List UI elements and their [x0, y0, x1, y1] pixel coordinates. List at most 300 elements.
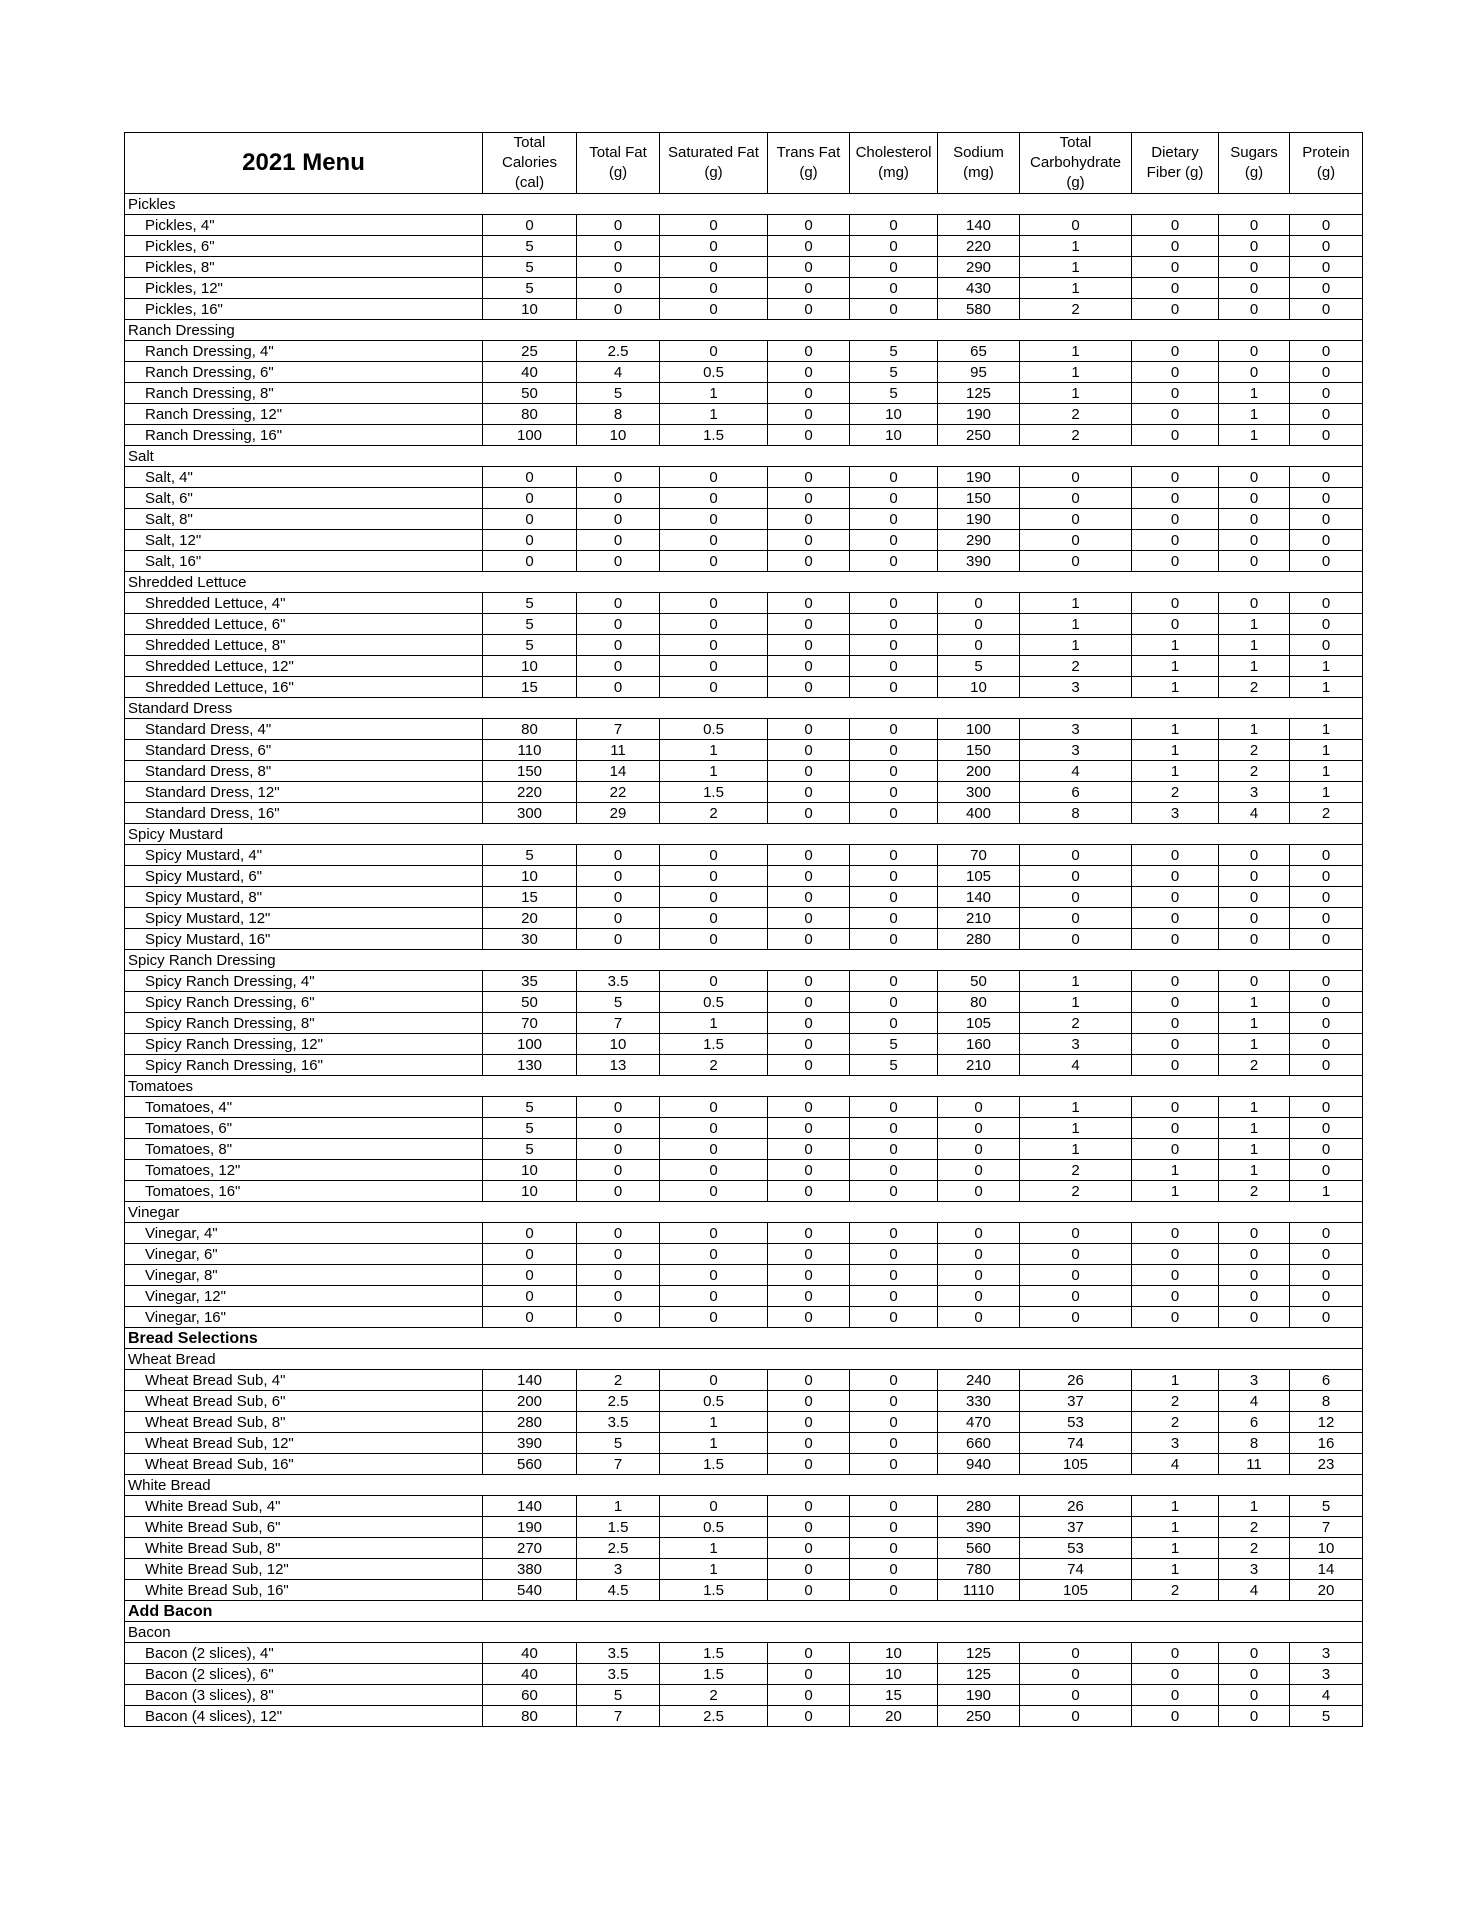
- nutrient-value: 470: [938, 1412, 1020, 1433]
- nutrient-value: 0: [660, 1118, 768, 1139]
- nutrient-value: 0: [1290, 929, 1363, 950]
- nutrient-value: 0: [1290, 971, 1363, 992]
- nutrient-value: 0: [938, 635, 1020, 656]
- nutrient-value: 2: [1219, 740, 1290, 761]
- nutrient-value: 0: [1290, 341, 1363, 362]
- nutrient-value: 0: [768, 992, 850, 1013]
- item-name: Spicy Mustard, 16": [125, 929, 483, 950]
- item-name: Vinegar, 8": [125, 1265, 483, 1286]
- item-name: White Bread Sub, 8": [125, 1538, 483, 1559]
- nutrient-value: 5: [483, 845, 577, 866]
- item-name: Shredded Lettuce, 6": [125, 614, 483, 635]
- nutrient-value: 0: [1290, 257, 1363, 278]
- nutrient-value: 2: [1132, 1412, 1219, 1433]
- nutrient-value: 390: [938, 551, 1020, 572]
- nutrient-value: 0: [850, 593, 938, 614]
- nutrient-value: 2.5: [577, 1538, 660, 1559]
- nutrient-value: 12: [1290, 1412, 1363, 1433]
- item-name: Standard Dress, 16": [125, 803, 483, 824]
- nutrient-value: 150: [938, 740, 1020, 761]
- nutrient-value: 0: [1290, 488, 1363, 509]
- nutrient-value: 0: [1132, 1013, 1219, 1034]
- table-row: [125, 593, 1363, 614]
- nutrient-value: 0: [1132, 992, 1219, 1013]
- nutrient-value: 1: [1219, 1139, 1290, 1160]
- nutrient-value: 1: [1219, 656, 1290, 677]
- item-name: Spicy Ranch Dressing, 8": [125, 1013, 483, 1034]
- nutrient-value: 200: [938, 761, 1020, 782]
- nutrient-value: 0: [1290, 1160, 1363, 1181]
- nutrient-value: 660: [938, 1433, 1020, 1454]
- nutrient-value: 780: [938, 1559, 1020, 1580]
- nutrient-value: 140: [938, 215, 1020, 236]
- group-header-row: [125, 572, 1363, 593]
- nutrient-value: 140: [483, 1496, 577, 1517]
- nutrient-value: 0: [660, 1265, 768, 1286]
- nutrient-value: 0: [577, 1307, 660, 1328]
- nutrient-value: 0: [483, 1286, 577, 1307]
- nutrient-value: 105: [938, 1013, 1020, 1034]
- nutrient-value: 0: [1020, 1265, 1132, 1286]
- nutrient-value: 0: [850, 1391, 938, 1412]
- nutrient-value: 1: [1020, 614, 1132, 635]
- nutrient-value: 35: [483, 971, 577, 992]
- nutrient-value: 1: [1132, 1181, 1219, 1202]
- nutrient-value: 150: [483, 761, 577, 782]
- group-title: Standard Dress: [125, 698, 1363, 719]
- nutrient-value: 0: [850, 677, 938, 698]
- item-name: Wheat Bread Sub, 4": [125, 1370, 483, 1391]
- nutrient-value: 0: [1219, 1265, 1290, 1286]
- group-title: Salt: [125, 446, 1363, 467]
- nutrient-value: 0: [1132, 1097, 1219, 1118]
- nutrient-value: 5: [483, 236, 577, 257]
- nutrient-value: 0: [850, 1370, 938, 1391]
- nutrient-value: 0: [768, 656, 850, 677]
- nutrient-value: 1: [1290, 677, 1363, 698]
- nutrient-value: 0: [1132, 1265, 1219, 1286]
- group-title: Pickles: [125, 194, 1363, 215]
- group-title: White Bread: [125, 1475, 1363, 1496]
- nutrient-value: 0: [577, 1223, 660, 1244]
- column-header-sugars: Sugars (g): [1219, 133, 1290, 194]
- nutrient-value: 0: [577, 488, 660, 509]
- item-name: Tomatoes, 4": [125, 1097, 483, 1118]
- nutrient-value: 1: [1132, 1370, 1219, 1391]
- nutrient-value: 0: [938, 1160, 1020, 1181]
- nutrient-value: 160: [938, 1034, 1020, 1055]
- group-title: Ranch Dressing: [125, 320, 1363, 341]
- nutrient-value: 0: [1290, 635, 1363, 656]
- nutrient-value: 330: [938, 1391, 1020, 1412]
- nutrient-value: 0: [577, 614, 660, 635]
- table-row: [125, 278, 1363, 299]
- nutrient-value: 1: [1132, 656, 1219, 677]
- nutrient-value: 26: [1020, 1496, 1132, 1517]
- nutrient-value: 280: [938, 1496, 1020, 1517]
- nutrient-value: 0: [1020, 551, 1132, 572]
- nutrient-value: 0: [1132, 467, 1219, 488]
- nutrient-value: 0: [1290, 215, 1363, 236]
- nutrient-value: 0: [660, 1244, 768, 1265]
- nutrient-value: 80: [483, 1706, 577, 1727]
- nutrient-value: 0: [1132, 1118, 1219, 1139]
- nutrient-value: 0: [1290, 404, 1363, 425]
- nutrient-value: 1: [1020, 257, 1132, 278]
- nutrient-value: 0: [1290, 1055, 1363, 1076]
- table-row: [125, 215, 1363, 236]
- item-name: Bacon (4 slices), 12": [125, 1706, 483, 1727]
- nutrient-value: 0: [1132, 1307, 1219, 1328]
- nutrient-value: 0: [577, 845, 660, 866]
- nutrient-value: 53: [1020, 1412, 1132, 1433]
- table-row: [125, 1139, 1363, 1160]
- table-row: [125, 635, 1363, 656]
- nutrient-value: 0: [660, 215, 768, 236]
- nutrient-value: 0: [1020, 1643, 1132, 1664]
- nutrient-value: 0: [850, 1118, 938, 1139]
- nutrient-value: 0: [1132, 425, 1219, 446]
- table-row: [125, 1664, 1363, 1685]
- nutrient-value: 0: [850, 1412, 938, 1433]
- nutrient-value: 0: [768, 299, 850, 320]
- nutrient-value: 0: [850, 1139, 938, 1160]
- nutrient-value: 3: [1219, 1559, 1290, 1580]
- item-name: Spicy Mustard, 4": [125, 845, 483, 866]
- nutrient-value: 0: [577, 677, 660, 698]
- nutrient-value: 0: [1219, 299, 1290, 320]
- nutrient-value: 0: [660, 1097, 768, 1118]
- item-name: Wheat Bread Sub, 16": [125, 1454, 483, 1475]
- nutrient-value: 0: [1290, 362, 1363, 383]
- item-name: Spicy Ranch Dressing, 4": [125, 971, 483, 992]
- nutrient-value: 0: [577, 278, 660, 299]
- nutrient-value: 80: [938, 992, 1020, 1013]
- nutrient-value: 0: [768, 1433, 850, 1454]
- nutrient-value: 0: [938, 593, 1020, 614]
- nutrient-value: 0: [1219, 593, 1290, 614]
- nutrient-value: 0: [1132, 488, 1219, 509]
- nutrient-value: 0: [577, 1097, 660, 1118]
- nutrient-value: 1: [1020, 1097, 1132, 1118]
- nutrient-value: 0: [768, 509, 850, 530]
- nutrient-value: 0: [660, 467, 768, 488]
- nutrient-value: 3: [577, 1559, 660, 1580]
- nutrient-value: 80: [483, 719, 577, 740]
- nutrient-value: 11: [577, 740, 660, 761]
- nutrient-value: 5: [483, 278, 577, 299]
- nutrient-value: 0: [850, 1580, 938, 1601]
- item-name: Bacon (2 slices), 4": [125, 1643, 483, 1664]
- table-row: [125, 845, 1363, 866]
- nutrient-value: 0: [850, 1454, 938, 1475]
- item-name: Tomatoes, 8": [125, 1139, 483, 1160]
- nutrient-value: 10: [483, 299, 577, 320]
- nutrient-value: 0: [1132, 509, 1219, 530]
- item-name: Salt, 4": [125, 467, 483, 488]
- item-name: Vinegar, 12": [125, 1286, 483, 1307]
- nutrient-value: 0: [1219, 278, 1290, 299]
- nutrient-value: 1.5: [577, 1517, 660, 1538]
- nutrient-value: 0: [1132, 1244, 1219, 1265]
- nutrient-value: 1: [1219, 404, 1290, 425]
- nutrient-value: 0: [938, 614, 1020, 635]
- nutrient-value: 0: [1290, 1034, 1363, 1055]
- nutrient-value: 0: [768, 1307, 850, 1328]
- nutrient-value: 0: [577, 299, 660, 320]
- item-name: Salt, 8": [125, 509, 483, 530]
- nutrient-value: 0: [1132, 908, 1219, 929]
- nutrient-value: 1: [1219, 425, 1290, 446]
- nutrient-value: 10: [938, 677, 1020, 698]
- nutrient-value: 0: [1219, 362, 1290, 383]
- nutrient-value: 1: [1132, 1559, 1219, 1580]
- nutrient-value: 0: [850, 908, 938, 929]
- nutrient-value: 1: [1219, 383, 1290, 404]
- table-row: [125, 887, 1363, 908]
- column-header-dietary-fiber: Dietary Fiber (g): [1132, 133, 1219, 194]
- nutrient-value: 1: [577, 1496, 660, 1517]
- nutrient-value: 0: [850, 257, 938, 278]
- nutrient-value: 105: [1020, 1454, 1132, 1475]
- nutrient-value: 23: [1290, 1454, 1363, 1475]
- nutrient-value: 0: [1020, 1244, 1132, 1265]
- nutrient-value: 40: [483, 1643, 577, 1664]
- group-header-row: [125, 1349, 1363, 1370]
- nutrient-value: 0: [850, 887, 938, 908]
- nutrient-value: 0: [1020, 1286, 1132, 1307]
- item-name: Vinegar, 4": [125, 1223, 483, 1244]
- item-name: Pickles, 16": [125, 299, 483, 320]
- nutrient-value: 15: [483, 887, 577, 908]
- nutrient-value: 0: [768, 887, 850, 908]
- nutrient-value: 2: [1132, 1391, 1219, 1412]
- nutrient-value: 70: [938, 845, 1020, 866]
- nutrient-value: 1.5: [660, 425, 768, 446]
- nutrient-value: 0: [660, 656, 768, 677]
- nutrient-value: 3.5: [577, 1643, 660, 1664]
- section-title: Bread Selections: [125, 1328, 1363, 1349]
- table-row: [125, 1643, 1363, 1664]
- nutrient-value: 0: [768, 1685, 850, 1706]
- nutrient-value: 5: [850, 1034, 938, 1055]
- item-name: Tomatoes, 12": [125, 1160, 483, 1181]
- nutrient-value: 0: [660, 278, 768, 299]
- item-name: Standard Dress, 12": [125, 782, 483, 803]
- table-row: [125, 1391, 1363, 1412]
- nutrient-value: 2.5: [660, 1706, 768, 1727]
- nutrient-value: 0: [483, 467, 577, 488]
- nutrient-value: 0: [850, 1265, 938, 1286]
- section-title: Add Bacon: [125, 1601, 1363, 1622]
- nutrient-value: 0: [768, 1286, 850, 1307]
- nutrient-value: 7: [577, 1013, 660, 1034]
- nutrient-value: 2: [1020, 404, 1132, 425]
- nutrient-value: 13: [577, 1055, 660, 1076]
- section-header-row: [125, 1328, 1363, 1349]
- nutrient-value: 14: [1290, 1559, 1363, 1580]
- nutrient-value: 0: [1290, 551, 1363, 572]
- nutrient-value: 4: [1219, 1580, 1290, 1601]
- nutrient-value: 0: [483, 509, 577, 530]
- nutrient-value: 1: [1219, 1013, 1290, 1034]
- nutrient-value: 0: [1290, 530, 1363, 551]
- nutrient-value: 0: [1020, 509, 1132, 530]
- table-row: [125, 1118, 1363, 1139]
- nutrient-value: 140: [483, 1370, 577, 1391]
- nutrient-value: 0: [1132, 845, 1219, 866]
- table-row: [125, 1454, 1363, 1475]
- item-name: Standard Dress, 8": [125, 761, 483, 782]
- nutrient-value: 940: [938, 1454, 1020, 1475]
- nutrient-value: 95: [938, 362, 1020, 383]
- nutrient-value: 0: [1219, 488, 1290, 509]
- nutrient-value: 0: [938, 1181, 1020, 1202]
- nutrient-value: 1: [1132, 740, 1219, 761]
- nutrient-value: 0: [768, 1538, 850, 1559]
- table-row: [125, 1433, 1363, 1454]
- nutrient-value: 26: [1020, 1370, 1132, 1391]
- nutrient-value: 0: [577, 467, 660, 488]
- nutrient-value: 300: [483, 803, 577, 824]
- nutrient-value: 1: [1020, 971, 1132, 992]
- nutrient-value: 0: [768, 362, 850, 383]
- nutrient-value: 0: [850, 992, 938, 1013]
- nutrient-value: 10: [577, 1034, 660, 1055]
- column-header-carbohydrate: Total Carbohydrate (g): [1020, 133, 1132, 194]
- nutrient-value: 5: [1290, 1496, 1363, 1517]
- nutrient-value: 0: [1290, 1286, 1363, 1307]
- group-header-row: [125, 194, 1363, 215]
- nutrient-value: 0: [577, 866, 660, 887]
- nutrient-value: 1: [1219, 1097, 1290, 1118]
- nutrient-value: 0: [768, 278, 850, 299]
- nutrient-value: 2: [1219, 761, 1290, 782]
- table-row: [125, 992, 1363, 1013]
- nutrient-value: 280: [938, 929, 1020, 950]
- nutrient-value: 0: [1132, 887, 1219, 908]
- nutrient-value: 1: [660, 383, 768, 404]
- nutrient-value: 0: [660, 929, 768, 950]
- nutrient-value: 0: [850, 1538, 938, 1559]
- nutrient-value: 0: [660, 341, 768, 362]
- item-name: Wheat Bread Sub, 12": [125, 1433, 483, 1454]
- nutrient-value: 10: [483, 1181, 577, 1202]
- table-row: [125, 1097, 1363, 1118]
- nutrient-value: 4: [1132, 1454, 1219, 1475]
- nutrient-value: 0: [660, 593, 768, 614]
- nutrient-value: 0: [768, 257, 850, 278]
- item-name: Tomatoes, 16": [125, 1181, 483, 1202]
- nutrient-value: 1: [660, 1433, 768, 1454]
- table-row: [125, 425, 1363, 446]
- nutrient-value: 105: [938, 866, 1020, 887]
- nutrient-value: 0: [768, 1391, 850, 1412]
- nutrient-value: 50: [938, 971, 1020, 992]
- nutrient-value: 560: [483, 1454, 577, 1475]
- nutrient-value: 560: [938, 1538, 1020, 1559]
- nutrient-value: 0: [577, 593, 660, 614]
- nutrient-value: 0: [1219, 929, 1290, 950]
- nutrient-value: 4: [1290, 1685, 1363, 1706]
- nutrient-value: 0: [768, 1139, 850, 1160]
- nutrient-value: 74: [1020, 1433, 1132, 1454]
- nutrient-value: 0: [768, 488, 850, 509]
- nutrient-value: 0: [1020, 1664, 1132, 1685]
- nutrient-value: 0: [850, 1559, 938, 1580]
- nutrient-value: 3: [1020, 719, 1132, 740]
- nutrient-value: 0: [1132, 215, 1219, 236]
- nutrient-value: 20: [850, 1706, 938, 1727]
- nutrient-value: 0: [1219, 509, 1290, 530]
- nutrient-value: 1: [1132, 1538, 1219, 1559]
- nutrient-value: 0: [1219, 236, 1290, 257]
- nutrient-value: 2: [1020, 1160, 1132, 1181]
- nutrient-value: 0: [1219, 257, 1290, 278]
- nutrient-value: 0: [577, 1160, 660, 1181]
- nutrient-value: 5: [577, 1433, 660, 1454]
- nutrient-value: 0: [1219, 1664, 1290, 1685]
- nutrient-value: 5: [938, 656, 1020, 677]
- item-name: Tomatoes, 6": [125, 1118, 483, 1139]
- nutrient-value: 0: [850, 761, 938, 782]
- nutrient-value: 8: [1219, 1433, 1290, 1454]
- nutrient-value: 100: [483, 425, 577, 446]
- nutrient-value: 0: [1219, 971, 1290, 992]
- nutrient-value: 10: [1290, 1538, 1363, 1559]
- nutrient-value: 0: [660, 677, 768, 698]
- nutrient-value: 0: [850, 803, 938, 824]
- nutrient-value: 2: [1219, 1181, 1290, 1202]
- nutrient-value: 0: [660, 845, 768, 866]
- nutrient-value: 2.5: [577, 341, 660, 362]
- nutrient-value: 0: [1132, 614, 1219, 635]
- nutrient-value: 240: [938, 1370, 1020, 1391]
- nutrient-value: 2: [660, 1055, 768, 1076]
- nutrient-value: 0: [577, 1181, 660, 1202]
- item-name: Spicy Ranch Dressing, 16": [125, 1055, 483, 1076]
- column-header-cholesterol: Cholesterol (mg): [850, 133, 938, 194]
- nutrient-value: 0: [850, 1013, 938, 1034]
- nutrient-value: 0: [660, 1370, 768, 1391]
- nutrient-value: 0: [660, 1181, 768, 1202]
- nutrient-value: 0: [768, 1412, 850, 1433]
- table-row: [125, 782, 1363, 803]
- nutrient-value: 0: [1132, 1055, 1219, 1076]
- item-name: Pickles, 6": [125, 236, 483, 257]
- table-row: [125, 1265, 1363, 1286]
- table-row: [125, 1706, 1363, 1727]
- nutrient-value: 0: [660, 551, 768, 572]
- nutrient-value: 0: [1132, 383, 1219, 404]
- nutrient-value: 0: [1290, 593, 1363, 614]
- nutrient-value: 1.5: [660, 782, 768, 803]
- nutrient-value: 0: [1290, 299, 1363, 320]
- item-name: Pickles, 12": [125, 278, 483, 299]
- nutrient-value: 7: [577, 719, 660, 740]
- group-title: Spicy Mustard: [125, 824, 1363, 845]
- table-row: [125, 551, 1363, 572]
- item-name: Shredded Lettuce, 4": [125, 593, 483, 614]
- nutrient-value: 190: [938, 404, 1020, 425]
- nutrient-value: 3: [1020, 1034, 1132, 1055]
- item-name: Wheat Bread Sub, 8": [125, 1412, 483, 1433]
- nutrient-value: 0: [660, 530, 768, 551]
- nutrient-value: 5: [577, 383, 660, 404]
- nutrient-value: 140: [938, 887, 1020, 908]
- nutrient-value: 0: [577, 215, 660, 236]
- nutrient-value: 1: [1290, 782, 1363, 803]
